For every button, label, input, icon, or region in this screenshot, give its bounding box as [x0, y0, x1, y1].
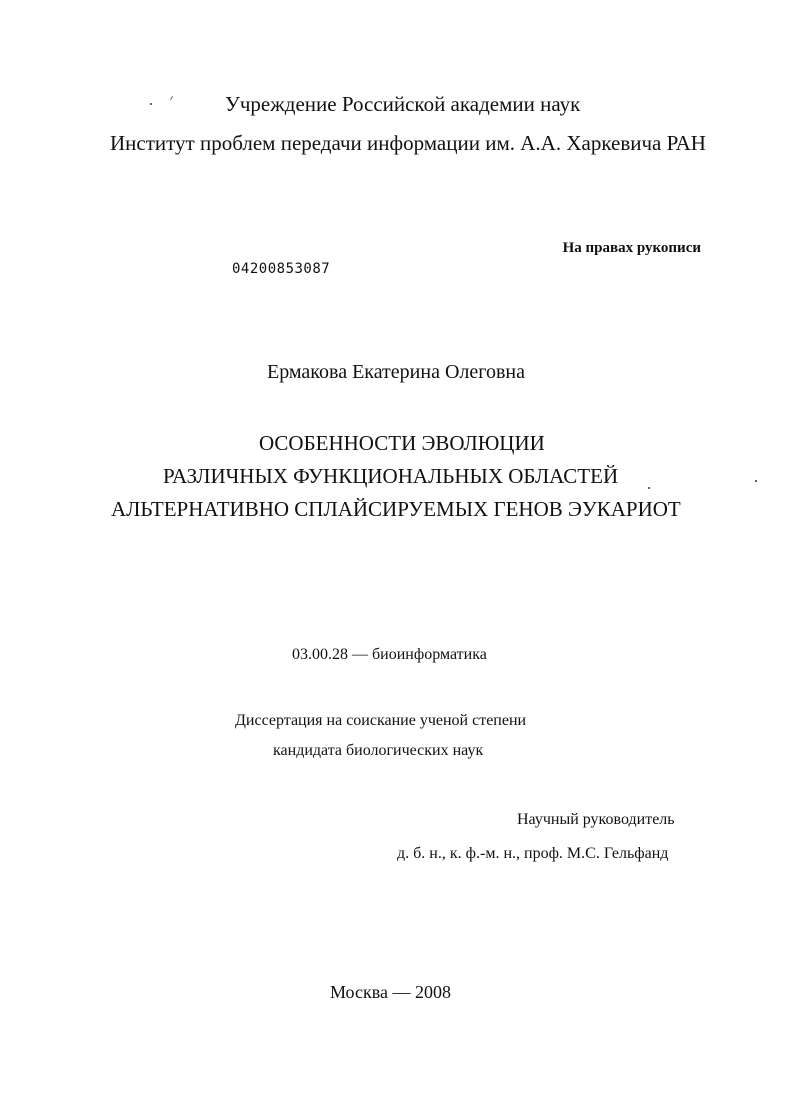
author-name: Ермакова Екатерина Олеговна	[267, 361, 525, 383]
supervisor-name: д. б. н., к. ф.-м. н., проф. М.С. Гельфанд	[397, 845, 669, 862]
scan-speck	[170, 96, 173, 100]
scan-speck	[150, 103, 152, 105]
institute-line: Институт проблем передачи информации им. А.А. Харкевича РАН	[110, 131, 706, 155]
rights-note: На правах рукописи	[562, 240, 701, 256]
title-line-2: РАЗЛИЧНЫХ ФУНКЦИОНАЛЬНЫХ ОБЛАСТЕЙ	[163, 464, 619, 488]
title-line-3: АЛЬТЕРНАТИВНО СПЛАЙСИРУЕМЫХ ГЕНОВ ЭУКАРИОТ	[111, 497, 681, 521]
scan-speck	[755, 480, 757, 482]
scan-speck	[648, 487, 650, 489]
specialty-code: 03.00.28 — биоинформатика	[292, 646, 487, 663]
organization-line: Учреждение Российской академии наук	[225, 92, 581, 116]
degree-line-2: кандидата биологических наук	[273, 742, 484, 759]
supervisor-label: Научный руководитель	[517, 811, 675, 828]
title-line-1: ОСОБЕННОСТИ ЭВОЛЮЦИИ	[259, 431, 545, 455]
catalog-code: 04200853087	[232, 261, 331, 277]
city-year: Москва — 2008	[330, 982, 451, 1002]
degree-line-1: Диссертация на соискание ученой степени	[235, 712, 527, 729]
